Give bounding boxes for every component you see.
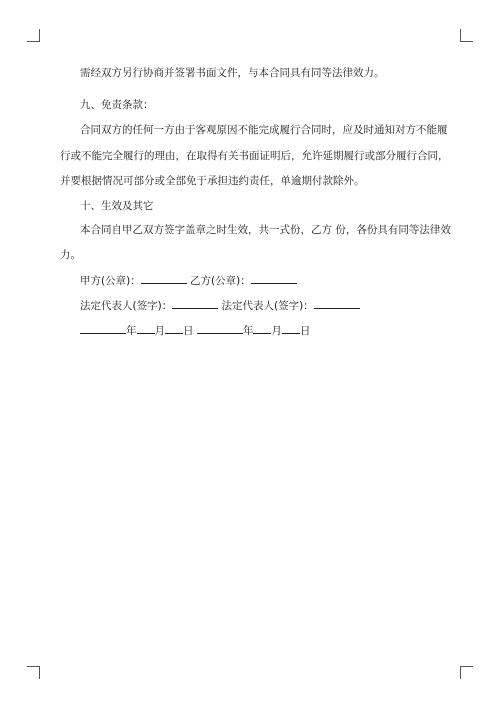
party-a-seal-label: 甲方(公章)： (80, 275, 141, 287)
date-a-month-blank (137, 323, 155, 334)
crop-mark-top-left (27, 29, 40, 42)
date-row (80, 323, 440, 338)
party-b-representative-label: 法定代表人(签字)： (221, 300, 314, 312)
date-a-year-label: 年 (126, 325, 137, 337)
date-b-year-blank (197, 323, 243, 334)
date-a-day-blank (165, 323, 183, 334)
crop-mark-bottom-right (460, 666, 473, 679)
date-b-year-label: 年 (242, 325, 254, 337)
paragraph-effectiveness-line-1: 本合同自甲乙双方签字盖章之时生效，共一式份，乙方 份，各份具有同等法律效 (80, 224, 451, 236)
party-b-representative-blank (314, 298, 360, 309)
paragraph-disclaimer-line-3: 并要根据情况可部分或全部免于承担违约责任，单逾期付款除外。 (60, 175, 365, 187)
heading-effectiveness: 十、生效及其它 (80, 200, 154, 212)
party-b-seal-label: 乙方(公章)： (190, 275, 251, 287)
legal-representative-row (80, 298, 440, 313)
paragraph-disclaimer-line-1: 合同双方的任何一方由于客观原因不能完成履行合同时，应及时通知对方不能履 (80, 124, 448, 136)
paragraph-amendment: 需经双方另行协商并签署书面文件，与本合同具有同等法律效力。 (80, 67, 385, 79)
signature-seal-row (80, 273, 440, 288)
date-a-day-label: 日 (183, 325, 194, 337)
date-b-month-label: 月 (271, 325, 282, 337)
crop-mark-bottom-left (27, 666, 40, 679)
date-a-year-blank (80, 323, 126, 334)
date-b-day-label: 日 (299, 325, 311, 337)
date-b-day-blank (282, 323, 300, 334)
paragraph-disclaimer-line-2: 行或不能完全履行的理由，在取得有关书面证明后，允许延期履行或部分履行合同， (60, 150, 449, 162)
party-b-seal-blank (251, 273, 297, 284)
paragraph-effectiveness-line-2: 力。 (60, 249, 81, 261)
party-a-representative-blank (172, 298, 218, 309)
date-a-month-label: 月 (154, 325, 165, 337)
heading-disclaimer: 九、免责条款： (80, 99, 154, 111)
crop-mark-top-right (460, 29, 473, 42)
party-a-representative-label: 法定代表人(签字)： (80, 300, 173, 312)
date-b-month-blank (253, 323, 271, 334)
party-a-seal-blank (141, 273, 187, 284)
